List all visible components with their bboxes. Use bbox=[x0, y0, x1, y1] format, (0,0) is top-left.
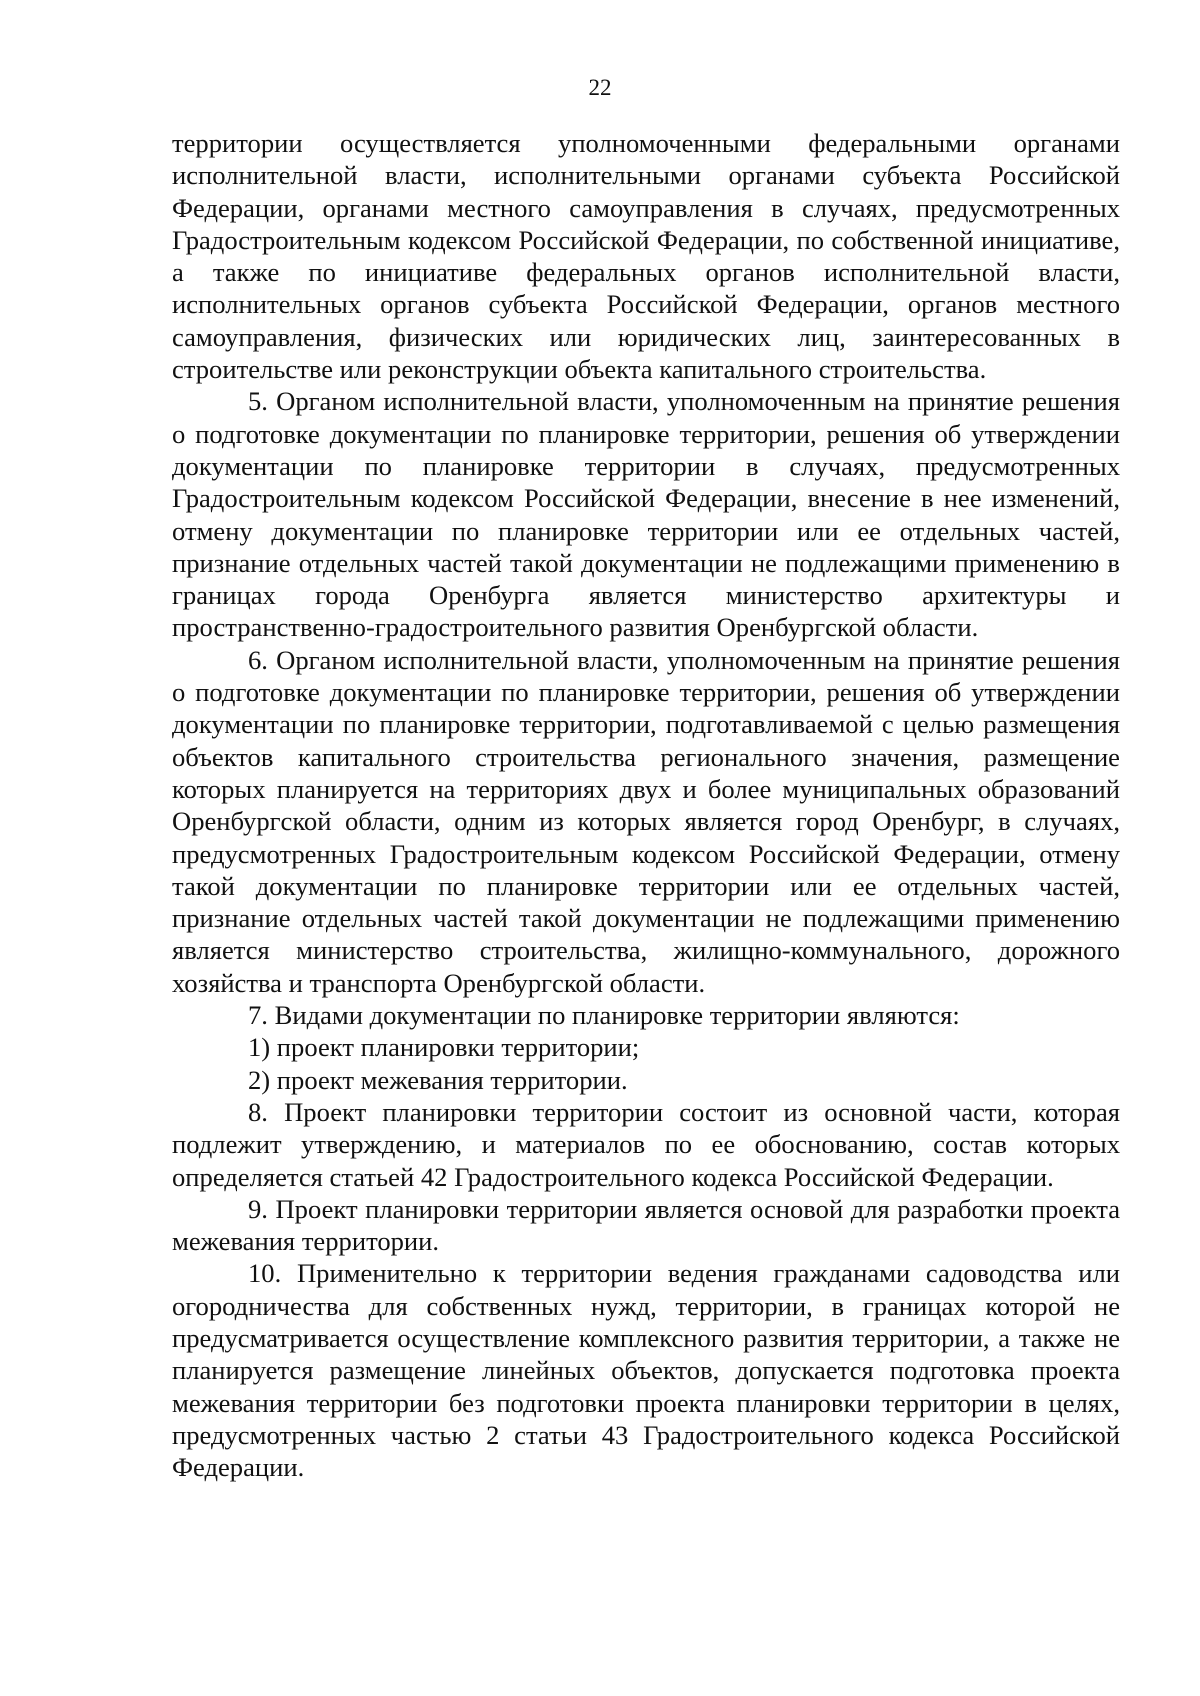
document-body bbox=[172, 127, 1120, 1483]
paragraph-item-10: 10. Применительно к территории ведения гражданами садоводства или огородничества для собственных нужд, территории, в границах которой не предусматривается осуществление комплексного развития территории, а также не планируется размещение линейных объектов, допускается подготовка проекта межевания территории без подготовки проекта планировки территории в целях, предусмотренных частью 2 статьи 43 Градостроительного кодекса Российской Федерации. bbox=[172, 1258, 1120, 1483]
paragraph-item-9: 9. Проект планировки территории является основой для разработки проекта межевания территории. bbox=[172, 1193, 1120, 1257]
paragraph-item-7: 7. Видами документации по планировке территории являются: bbox=[248, 1000, 960, 1031]
page-number: 22 bbox=[588, 75, 612, 100]
paragraph-continuation: территории осуществляется уполномоченными федеральными органами исполнительной власти, исполнительными органами субъекта Российской Федерации, органами местного самоуправления в случаях, предусмотренных Градостроительным кодексом Российской Федерации, по собственной инициативе, а также по инициативе федеральных органов исполнительной власти, исполнительных органов субъекта Российской Федерации, органов местного самоуправления, физических или юридических лиц, заинтересованных в строительстве или реконструкции объекта капитального строительства. bbox=[172, 128, 1120, 385]
paragraph-item-5: 5. Органом исполнительной власти, уполномоченным на принятие решения о подготовке документации по планировке территории, решения об утверждении документации по планировке территории в случаях, предусмотренных Градостроительным кодексом Российской Федерации, внесение в нее изменений, отмену документации по планировке территории или ее отдельных частей, признание отдельных частей такой документации не подлежащими применению в границах города Оренбурга является министерство архитектуры и пространственно-градостроительного развития Оренбургской области. bbox=[172, 386, 1120, 643]
list-item-7-1: 1) проект планировки территории; bbox=[248, 1032, 640, 1063]
paragraph-item-8: 8. Проект планировки территории состоит из основной части, которая подлежит утверждению, и материалов по ее обоснованию, состав которых определяется статьей 42 Градостроительного кодекса Российской Федерации. bbox=[172, 1096, 1120, 1192]
paragraph-item-6: 6. Органом исполнительной власти, уполномоченным на принятие решения о подготовке документации по планировке территории, решения об утверждении документации по планировке территории, подготавливаемой с целью размещения объектов капитального строительства регионального значения, размещение которых планируется на территориях двух и более муниципальных образований Оренбургской области, одним из которых является город Оренбург, в случаях, предусмотренных Градостроительным кодексом Российской Федерации, отмену такой документации по планировке территории или ее отдельных частей, признание отдельных частей такой документации не подлежащими применению является министерство строительства, жилищно-коммунального, дорожного хозяйства и транспорта Оренбургской области. bbox=[172, 644, 1120, 998]
list-item-7-2: 2) проект межевания территории. bbox=[248, 1064, 628, 1095]
